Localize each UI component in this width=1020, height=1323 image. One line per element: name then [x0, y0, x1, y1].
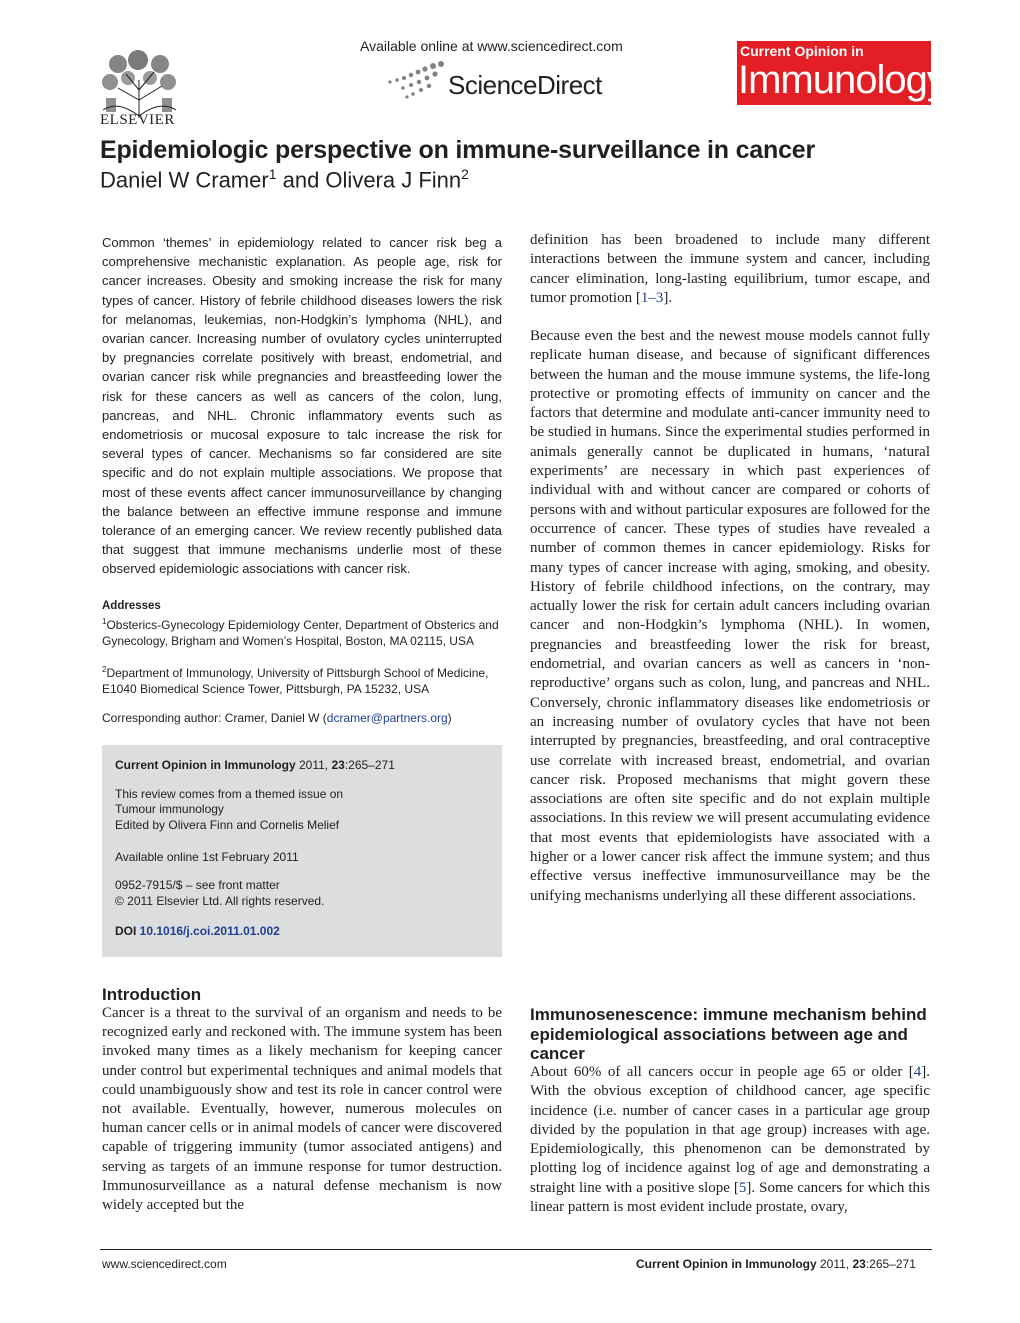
info-issn: 0952-7915/$ – see front matter: [115, 878, 280, 892]
right-paragraph-3-b: ]. With the obvious exception of childhood cancer, age specific incidence (i.e. number of cancer cases in a particular age group divided by the population in that age group) increases with age. Epidemiologically, this phenomenon can be demonstrated by plotting log of incidence against log of age and demonstrating a straight line with a positive slope [: [530, 1064, 930, 1196]
author-2-affiliation: 2: [461, 166, 469, 182]
footer-pages: :265–271: [865, 1257, 916, 1271]
address-1: [102, 614, 502, 649]
right-paragraph-3-a: About 60% of all cancers occur in people age 65 or older [: [530, 1064, 914, 1080]
address-1-marker: 1: [102, 617, 107, 626]
corresponding-author: [102, 711, 502, 725]
info-theme-line: This review comes from a themed issue on: [115, 787, 344, 801]
author-1-affiliation: 1: [268, 166, 277, 182]
footer-journal: Current Opinion in Immunology: [636, 1257, 817, 1271]
article-title: Epidemiologic perspective on immune-surveillance in cancer: [100, 136, 816, 164]
info-volume: 23: [331, 758, 345, 772]
right-paragraph-2: Because even the best and the newest mouse models cannot fully replicate human disease, and because of significant differences between the human and the mouse immune systems, the life-long protective or promoting effects of immunity on cancer and the factors that determine and modulate anti-cancer immunity need to be studied in humans. Since the experimental studies performed in animals generally cannot be duplicated in humans, ‘natural experiments’ are necessary in which past experiences of individual with and without cancer are compared or cohorts of persons with and without particular exposures are followed for the occurrence of cancer. These types of studies have revealed a number of common themes in cancer epidemiology. Risks for many types of cancer increase with aging, smoking, and obesity. History of febrile childhood infections, on the contrary, may actually lower the risk for certain adult cancers including ovarian cancer and non-Hodgkin’s lymphoma (NHL). In women, pregnancies and breastfeeding lower the risk for breast, endometrial, and ovarian cancers as well as cancers in ‘non-reproductive’ organs such as colon, lung, and pancreas and NHL. Conversely, chronic inflammatory diseases like endometriosis or an increasing number of ovulatory cycles that have not been interrupted by pregnancies, breastfeeding, and oral contraceptive use correlate with increased breast, endometrial, and ovarian cancer risk. Proposed mechanisms that might govern these associations are often site specific and do not explain multiple associations. In this review we will present accumulating evidence that most events that epidemiologists have associated with a higher or a lower cancer risk affect the immune system; and thus effective versus ineffective immunosurveillance may be the unifying mechanisms underlying all these different associations.: [530, 328, 930, 904]
journal-logo-subtitle: Current Opinion in: [740, 43, 864, 59]
footer-volume: 23: [852, 1257, 866, 1271]
footer-year: 2011,: [816, 1257, 853, 1271]
info-year: 2011,: [295, 758, 332, 772]
right-paragraph-3: [530, 1063, 930, 1217]
addresses-heading: Addresses: [102, 600, 161, 612]
corresponding-suffix: ): [447, 711, 452, 725]
info-doi: [115, 924, 280, 938]
info-pages: :265–271: [344, 758, 395, 772]
footer-citation: [636, 1257, 916, 1271]
right-paragraph-1-text: definition has been broadened to include many different interactions between the immune system and cancer, including cancer elimination, long-lasting equilibrium, tumor escape, and tumor promotion [: [530, 232, 930, 306]
article-authors: [100, 166, 469, 193]
footer-website[interactable]: www.sciencedirect.com: [102, 1257, 227, 1271]
info-copyright: © 2011 Elsevier Ltd. All rights reserved.: [115, 894, 325, 908]
info-journal: Current Opinion in Immunology: [115, 758, 296, 772]
info-doi-label: DOI: [115, 924, 140, 938]
reference-link-5[interactable]: 5: [738, 1179, 747, 1196]
info-available-online: Available online 1st February 2011: [115, 850, 299, 864]
footer-rule: [100, 1249, 932, 1250]
author-2: and Olivera J Finn: [276, 167, 462, 193]
info-citation: [115, 758, 395, 772]
available-online-text: Available online at www.sciencedirect.com: [360, 38, 623, 54]
info-theme-name: Tumour immunology: [115, 802, 224, 816]
sciencedirect-wordmark: ScienceDirect: [448, 70, 602, 100]
doi-link[interactable]: 10.1016/j.coi.2011.01.002: [139, 924, 280, 938]
journal-logo-title: Immunology: [738, 58, 946, 102]
publisher-name: ELSEVIER: [100, 112, 175, 128]
author-1: Daniel W Cramer: [100, 167, 269, 193]
info-edited-by: Edited by Olivera Finn and Cornelis Melief: [115, 818, 340, 832]
address-2: [102, 662, 502, 697]
right-paragraph-1: [530, 231, 930, 308]
reference-link-1-3[interactable]: 1–3: [640, 289, 664, 306]
reference-link-4[interactable]: 4: [913, 1064, 922, 1080]
sciencedirect-dots-icon: [385, 60, 445, 100]
right-paragraph-3-c: ]. Some cancers for which this linear pattern is most evident include prostate, ovary,: [530, 1179, 930, 1216]
address-1-text: Obsterics-Gynecology Epidemiology Center, Department of Obsterics and Gynecology, Brigham and Women’s Hospital, Boston, MA 02115, USA: [102, 618, 499, 648]
corresponding-email-link[interactable]: dcramer@partners.org: [326, 711, 448, 725]
introduction-body: Cancer is a threat to the survival of an organism and needs to be recognized early and reckoned with. The immune system has been invoked many times as a likely mechanism for keeping cancer under control but experimental techniques and animal models that could unambiguously show and test its role in cancer control were not available. Eventually, however, numerous molecules on human cancer cells or in animal models of cancer were discovered capable of triggering immunity (tumor associated antigens) and serving as targets of an immune response for tumor destruction. Immunosurveillance as a natural defense mechanism is now widely accepted but the: [102, 1005, 502, 1214]
corresponding-prefix: Corresponding author: Cramer, Daniel W (: [102, 711, 327, 725]
immunosenescence-heading: Immunosenescence: immune mechanism behind epidemiological associations between age and cancer: [530, 1005, 927, 1063]
address-2-marker: 2: [102, 665, 107, 674]
right-paragraph-1-end: ].: [663, 289, 673, 306]
address-2-text: Department of Immunology, University of Pittsburgh School of Medicine, E1040 Biomedical Science Tower, Pittsburgh, PA 15232, USA: [102, 666, 489, 696]
abstract: Common ‘themes’ in epidemiology related to cancer risk beg a comprehensive mechanistic explanation. As people age, risk for cancer increases. Obesity and smoking increase the risk for many types of cancer. History of febrile childhood diseases lowers the risk for melanomas, leukemias, non-Hodgkin’s lymphoma (NHL), and ovarian cancer. Increasing number of ovulatory cycles uninterrupted by pregnancies correlate positively with breast, endometrial, and ovarian cancer risk while pregnancies and breastfeeding lower the risk for these cancers as well as cancers of the colon, lung, pancreas, and NHL. Chronic inflammatory events such as endometriosis or mucosal exposure to talc increase the risk for several types of cancer. Mechanisms so far considered are site specific and do not explain multiple associations. We propose that most of these events affect cancer immunosurveillance by changing the balance between an effective immune response and immune tolerance of an emerging cancer. We review recently published data that suggest that immune mechanisms underlie most of these observed epidemiologic associations with cancer risk.: [102, 235, 502, 577]
introduction-heading: Introduction: [102, 985, 202, 1004]
